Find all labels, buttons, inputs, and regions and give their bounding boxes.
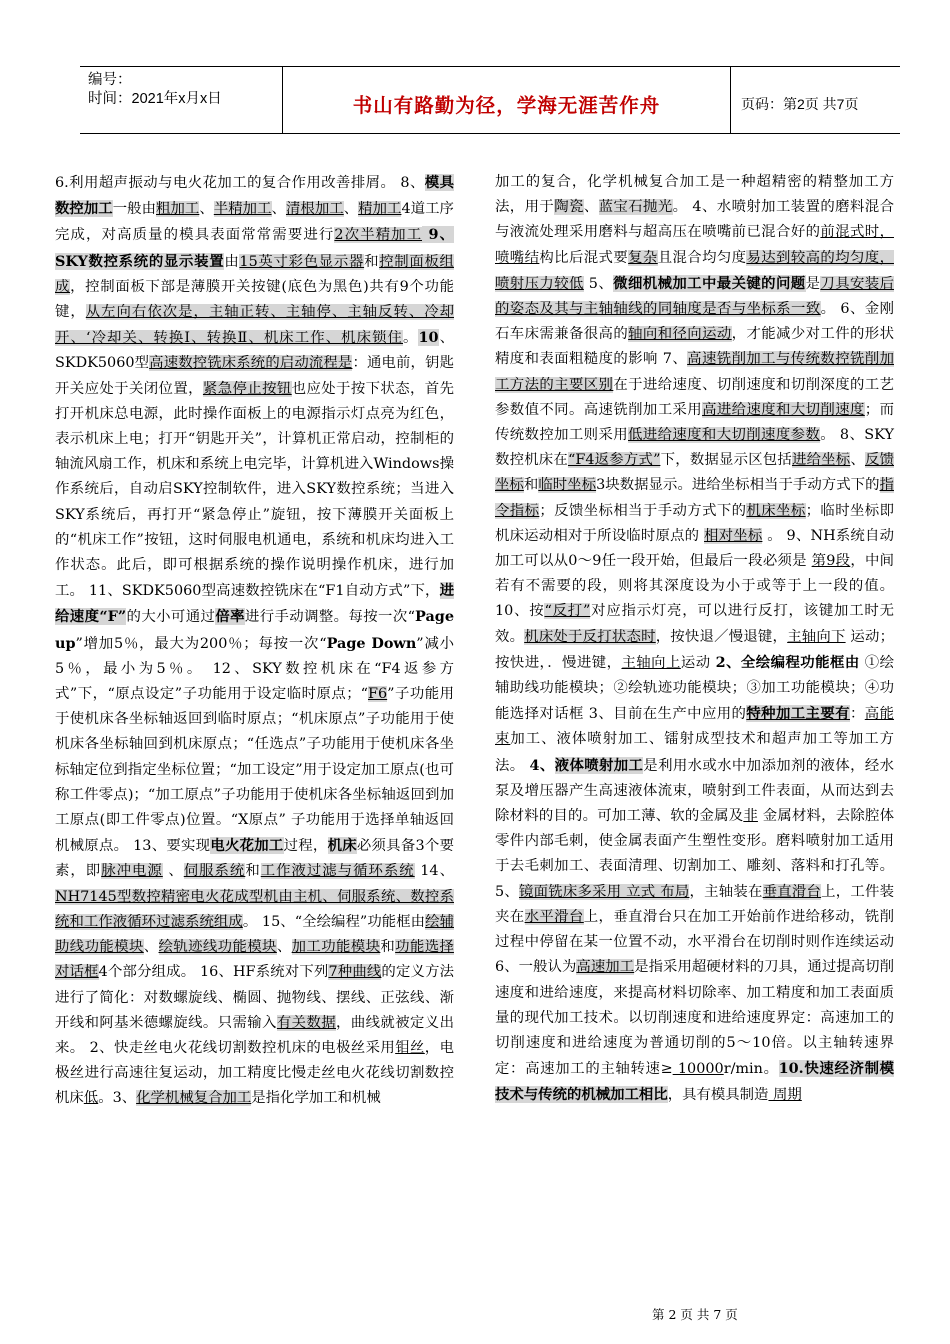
text-run: “反打”: [544, 603, 591, 620]
text-run: 模具数控加工: [55, 174, 454, 218]
text-run: 也应处于按下状态，首先打开机床总电源，此时操作面板上的电源指示灯点亮为红色，表示机床上电；打开“钥匙开关”，计算机正常启动，控制柜的轴流风扇工作，机床和系统上电完毕，计算机进入Windows操作系统后，自动启SKY控制软件，进入SKY数控系统；当进入SKY系统后，再打开“紧急停止”旋钮，按下薄膜开关面板上的“机床工作”按钮，这时伺服电机通电，系统和机床均进入工作状态。此后，即可根据系统的操作说明操作机床，进行加工。 11、SKDK5060型高速数控铣床在“F1自动方式”下，: [55, 380, 454, 600]
text-run: ”子功能用于使机床各坐标轴返回到临时原点；“机床原点”子功能用于使机床各坐标轴回到机床原点；“任选点”子功能用于使机床各坐标轴定位到指定坐标位置；“加工设定”用于设定加工原点(也可称工件零点)；“加工原点”子功能用于使机床各坐标轴返回到加工原点(即工件零点)位置。“X原点” 子功能用于选择单轴返回机械原点。 13、要实现: [55, 686, 454, 855]
text-run: 指令指标: [495, 477, 894, 519]
text-run: 低: [83, 1090, 99, 1107]
text-run: 、SKDK5060型: [55, 330, 454, 372]
text-run: 、: [162, 863, 184, 880]
text-run: 2、全绘编程功能框由: [715, 653, 860, 671]
text-run: 化学机械复合加工: [136, 1090, 252, 1107]
text-run: 、: [850, 452, 865, 469]
left-text-column: [55, 170, 454, 1112]
text-run: 轴向和径向运动: [628, 326, 732, 343]
text-run: 周期: [768, 1087, 802, 1104]
text-run: ，具有模具制造: [667, 1087, 769, 1104]
text-run: 。 9、NH系统自动加工可以从0～9任一段开始，但最后一段必须是: [495, 527, 895, 570]
text-run: NH7145型数控精密电火花成型机由主机、伺服系统、数控系统和工作液循环过滤系统组成: [55, 888, 454, 930]
text-run: 液体喷射加工: [554, 756, 644, 774]
footer-page-number: 第 2 页 共 7 页: [652, 1307, 738, 1322]
text-run: ，主轴装在: [689, 883, 763, 900]
text-run: ；临时坐标即机床运动相对于所设临时原点的: [495, 502, 894, 544]
text-run: 半精加工: [213, 201, 272, 218]
text-run: 主轴向上: [621, 654, 681, 671]
text-run: 加工功能模块: [291, 939, 381, 956]
text-run: 、: [583, 199, 599, 216]
text-run: 上，工件装夹在: [495, 883, 894, 925]
text-run: ，按快退／慢退键，: [655, 628, 788, 645]
text-run: 精加工: [358, 201, 402, 218]
text-run: ，才能减少对工件的形状精度和表面粗糙度的影响 7、: [495, 326, 894, 368]
text-run: 7种曲线: [328, 964, 382, 981]
text-run: 必须具备3个要素，即: [55, 838, 454, 880]
text-run: 是利用水或水中加添加剂的液体，经水泵及增压器产生高速液体流束，喷射到工件表面，从而达到去除材料的目的。可加工薄、软的金属及: [495, 757, 894, 825]
text-run: 垂直滑台: [762, 883, 822, 900]
text-run: ，电极丝进行高速往复运动，加工精度比慢走丝电火花线切割数控机床: [55, 1039, 454, 1107]
text-run: 高能束: [495, 706, 894, 748]
text-run: 水喷射加工装置的磨料混合与液流处理采用磨料与超高压在喷嘴前已混合好的: [495, 199, 894, 241]
text-run: 。 6、金刚石车床需兼备很高的: [495, 301, 894, 343]
text-run: 10000: [672, 1061, 724, 1078]
text-run: 前混式时，喷嘴结: [495, 224, 894, 266]
text-run: 15英寸彩色显示器: [239, 253, 365, 270]
text-run: 进给速度“F”: [55, 582, 454, 626]
text-run: 进给坐标: [791, 452, 851, 469]
text-run: 运动: [680, 654, 716, 671]
text-run: 水平滑台: [524, 908, 584, 925]
text-run: 4、: [529, 756, 555, 774]
text-run: “F4返参方式”: [567, 452, 661, 469]
text-run: 是指采用超硬材料的刀具，通过提高切削速度和进给速度，来提高材料切除率、加工精度和加工表面质量的现代加工技术。以切削速度和进给速度界定：高速加工的切削速度和进给速度为普通切削的5～10倍。以主轴转速界定：高速加工的主轴转速≥: [495, 959, 894, 1078]
text-run: 特种加工主要有: [746, 705, 850, 723]
text-run: 。: [403, 330, 419, 347]
text-run: 、: [343, 201, 359, 218]
text-run: r/min。: [723, 1061, 779, 1078]
text-run: 刀具安装后的姿态及其与主轴轴线的同轴度是否与坐标系一致: [495, 275, 894, 318]
text-run: 6.利用超声振动与电火花加工的复合作用改善排屑。: [55, 175, 396, 191]
text-run: 。 4、: [672, 199, 717, 216]
text-run: 由: [224, 253, 240, 270]
text-run: 加工的复合，化学机械复合加工是一种超精密的精整加工方法，用于: [495, 174, 894, 216]
text-run: ”减小5％，最小为5％。 12、SKY数控机床在“F4返参方式”下，“原点设定”子功能用于设定临时原点；“: [55, 635, 455, 703]
text-run: 且混合均匀度: [657, 249, 747, 266]
text-run: 和: [523, 477, 539, 494]
header-meta-cell: [80, 67, 283, 133]
text-run: 高速铣削加工与传统数控铣削加工方法的主要区别: [495, 351, 894, 393]
text-run: 工作液过滤与循环系统: [260, 863, 415, 880]
text-run: 非: [743, 808, 758, 825]
text-run: ：: [849, 706, 865, 723]
text-run: 和: [245, 863, 261, 880]
text-run: 和: [380, 939, 396, 956]
text-run: 临时坐标: [538, 477, 597, 494]
text-run: Page up: [55, 608, 454, 652]
text-run: 10: [418, 329, 439, 347]
text-run: 在于进给速度、切削速度和切削深度的工艺参数值不同。高速铣削加工采用: [495, 376, 894, 418]
text-run: Page Down: [326, 634, 417, 652]
text-run: 低进给速度和大切削速度参数: [628, 427, 821, 444]
text-run: 机床: [327, 837, 357, 855]
left-column-paragraph: [55, 170, 454, 1112]
text-run: 主轴向下: [787, 628, 846, 645]
text-run: 机床坐标: [746, 502, 806, 519]
text-run: 。 8、SKY数控机床在: [495, 427, 894, 469]
text-run: 4道工序完成，对高质量的模具表面常常需要进行: [55, 201, 454, 244]
text-run: 和: [364, 253, 380, 270]
text-run: 8、: [395, 175, 425, 191]
text-run: 粗加工: [156, 201, 200, 218]
text-run: 、: [199, 201, 214, 218]
text-run: 构比后混式要: [539, 249, 629, 266]
right-column-paragraph: [495, 170, 894, 1109]
text-run: 反馈坐标: [495, 452, 894, 494]
text-run: 功能选择对话框: [55, 939, 454, 981]
document-header: [80, 66, 900, 134]
text-run: 高速数控铣床系统的启动流程是: [149, 355, 353, 372]
text-run: 清根加工: [285, 201, 344, 218]
text-run: 倍率: [215, 608, 245, 626]
text-run: 一般由: [112, 201, 157, 218]
text-run: 对应指示灯亮，可以进行反打，该键加工时无效。: [495, 603, 894, 645]
text-run: 。3、: [98, 1090, 137, 1107]
text-run: F6: [367, 686, 388, 703]
text-run: ①绘辅助线功能模块；②绘轨迹功能模块；③加工功能模块；④功能选择对话框 3、目前在生产中应用的: [495, 654, 894, 723]
text-run: 有关数据: [276, 1014, 337, 1031]
header-motto: 书山有路勤为径，学海无涯苦作舟: [283, 67, 731, 133]
text-run: 钼丝: [395, 1039, 425, 1056]
text-run: 进行手动调整。每按一次“: [244, 609, 416, 626]
text-run: 脉冲电源: [101, 863, 163, 880]
text-run: 、: [271, 201, 286, 218]
text-run: 电火花加工: [210, 837, 284, 855]
document-number-label: 编号：: [88, 72, 132, 88]
text-run: 相对坐标: [704, 527, 763, 544]
text-run: 控制面板组成: [55, 253, 454, 295]
text-run: 高进给速度和大切削速度: [702, 401, 865, 418]
text-run: 陶瓷: [554, 199, 584, 216]
text-run: 、: [143, 939, 159, 956]
text-run: 第9段: [811, 553, 851, 570]
text-run: 3块数据显示。进给坐标相当于手动方式下的: [596, 477, 880, 494]
text-run: 14、: [414, 863, 454, 880]
text-run: ，曲线就被定义出来。 2、快走丝电火花线切割数控机床的电极丝采用: [55, 1014, 454, 1056]
text-run: 5、: [583, 275, 614, 292]
text-run: ，中间若有不需要的段，则将其深度设为小于或等于上一段的值。 10、按: [495, 553, 894, 620]
text-run: 高速加工: [576, 959, 635, 976]
text-run: 下，数据显示区包括: [660, 452, 792, 469]
text-run: ，控制面板下部是薄膜开关按键(底色为黑色)共有9个功能键，: [55, 278, 454, 321]
text-run: 从左向右依次是，主轴正转、主轴停、主轴反转、冷却开、‘冷却关、转换Ⅰ、转换Ⅱ、机床工作、机床锁住: [55, 304, 454, 347]
text-run: 金属材料，去除腔体零件内部毛刺，使金属表面产生塑性变形。磨料喷射加工适用于去毛刺加工、表面清理、切割加工、雕刻、落料和打孔等。5、: [495, 808, 894, 900]
text-run: 是: [805, 275, 821, 292]
text-run: 易达到较高的均匀度，喷射压力较低: [495, 249, 894, 292]
text-run: ；而传统数控加工则采用: [495, 401, 894, 444]
text-run: 9、SKY数控系统的显示装置: [55, 226, 454, 270]
text-run: 绘轨迹线功能模块: [158, 939, 277, 956]
text-run: 紧急停止按钮: [202, 380, 292, 397]
text-run: 、: [276, 939, 292, 956]
header-page-info: 页码：第2页 共7页: [741, 96, 859, 112]
text-run: 过程，: [283, 838, 328, 855]
text-run: 10.快速经济制模技术与传统的机械加工相比: [495, 1060, 895, 1104]
text-run: 上，垂直滑台只在加工开始前作进给移动，铣削过程中停留在某一位置不动，水平滑台在切削时则作连续运动6、一般认为: [495, 908, 894, 976]
text-run: 蓝宝石抛光: [598, 199, 673, 216]
text-run: 机床处于反打状态时: [524, 628, 656, 645]
text-run: 复杂: [628, 249, 658, 266]
text-run: 4个部分组成。 16、HF系统对下列: [98, 964, 329, 981]
text-run: 。 15、“全绘编程”功能框由: [242, 913, 426, 930]
text-run: 绘辅助线功能模块: [55, 913, 454, 956]
text-run: 2次半精加工: [334, 227, 423, 244]
document-time-label: 时间：2021年x月x日: [88, 91, 222, 107]
text-run: 微细机械加工中最关键的问题: [613, 274, 806, 292]
text-run: 是指化学加工和机械: [251, 1090, 381, 1107]
text-run: 运动；按快进，．慢进键，: [495, 628, 894, 671]
text-run: 镜面铣床多采用 立式 布局: [519, 883, 690, 900]
text-run: ”增加5％，最大为200％；每按一次“: [75, 635, 327, 652]
text-run: ：通电前，钥匙开关应处于关闭位置，: [55, 355, 454, 397]
text-run: 的定义方法进行了简化：对数螺旋线、椭圆、抛物线、摆线、正弦线、渐开线和阿基米德螺旋线。只需输入: [55, 964, 455, 1031]
right-text-column: [495, 170, 894, 1109]
text-run: 的大小可通过: [126, 609, 216, 626]
text-run: 伺服系统: [183, 863, 246, 880]
text-run: 加工、液体喷射加工、镭射成型技术和超声加工等加工方法。: [495, 731, 894, 774]
text-run: ；反馈坐标相当于手动方式下的: [539, 502, 747, 519]
